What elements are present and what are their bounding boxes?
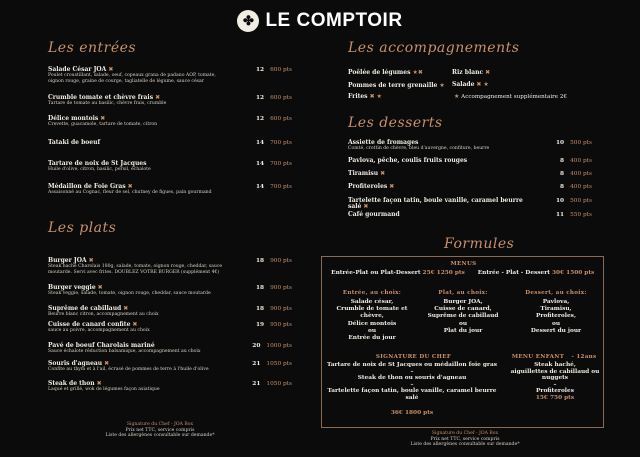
chef-signature-icon: ✖ <box>108 66 114 73</box>
section-title-entrees: Les entrées <box>48 40 137 56</box>
menu-item <box>348 198 528 211</box>
menu-item <box>48 116 223 128</box>
entree-choice-heading: Entrée, au choix: <box>342 290 402 296</box>
item-desc: Huile d'olive, citron, basilic, persil, échalote <box>48 167 151 173</box>
chef-signature-icon: ✖ <box>100 115 106 122</box>
item-price: 10 500 pts <box>555 198 592 204</box>
item-price: 12 600 pts <box>255 67 292 73</box>
chef-signature-icon: ✖ <box>155 94 161 101</box>
item-name: Pavlova, pêche, coulis fruits rouges <box>348 157 468 164</box>
chef-signature-icon: ✖ <box>389 183 395 190</box>
menu-item <box>48 161 223 173</box>
menu-item <box>48 343 233 355</box>
item-price: 8 400 pts <box>560 184 592 190</box>
brand-name: LE COMPTOIR <box>265 10 403 31</box>
item-price: 19 950 pts <box>255 322 292 328</box>
item-price: 18 900 pts <box>255 258 292 264</box>
item-name: Cuisse de canard confite <box>48 321 131 328</box>
item-name: Suprême de cabillaud <box>48 305 122 312</box>
plat-choice-list: Burger JOA, Cuisse de canard, Suprême de cabillaud ou Plat du jour <box>427 299 499 334</box>
menu-item <box>348 184 528 190</box>
item-price: 12 600 pts <box>255 116 292 122</box>
item-name: Crumble tomate et chèvre frais <box>48 94 154 101</box>
item-price: 11 550 pts <box>555 212 592 218</box>
menu-item <box>48 306 233 318</box>
item-price: 18 900 pts <box>255 285 292 291</box>
item-desc: Comté, crottin de chèvre, bleu d'auvergne, confiture, beurre <box>348 146 490 152</box>
menu-item <box>48 258 233 275</box>
item-price: 21 1050 pts <box>252 381 292 387</box>
item-name: Tartare de noix de St Jacques <box>48 160 147 167</box>
menu-enfant-age: - 12ans <box>571 354 597 360</box>
side-item: Pommes de terre grenaille ★ <box>348 82 445 89</box>
signature-chef-list: Tartare de noix de St Jacques ou médaillon foie gras – Steak de thon ou souris d'agneau – Tartelette façon tatin, boule vanille, caramel beurre salé 36€ 1800 pts <box>326 362 498 416</box>
menu-entree-plat: Entrée-Plat ou Plat-Dessert 25€ 1250 pts <box>331 270 465 276</box>
signature-chef-heading: SIGNATURE DU CHEF <box>375 354 452 360</box>
item-name: Médaillon de Foie Gras <box>48 183 126 190</box>
item-desc: Beurre blanc citron, accompagnement au choix <box>48 312 159 318</box>
item-desc: Crevette, guacamole, tartare de tomate, citron <box>48 122 158 128</box>
item-name: Steak de thon <box>48 380 95 387</box>
item-desc: Laqué et grillé, wok de légumes façon asiatique <box>48 387 160 393</box>
chef-signature-icon: ✖ <box>363 203 369 211</box>
chef-signature-icon: ✖ <box>380 170 386 177</box>
item-price: 14 700 pts <box>255 161 292 167</box>
chef-signature-icon: ★✖ <box>412 69 423 76</box>
item-name: Burger veggie <box>48 284 96 291</box>
chef-signature-icon: ✖ ★ <box>476 81 489 88</box>
footer-allergens-note: Liste des allergènes consultable sur demande* <box>105 433 215 439</box>
menus-heading: MENUS <box>450 261 477 267</box>
item-price: 14 700 pts <box>255 140 292 146</box>
brand-header <box>0 8 640 34</box>
item-desc: Steak veggie, salade, tomate, oignon rouge, cheddar, sauce moutarde <box>48 291 211 297</box>
chef-signature-icon: ✖ <box>97 284 103 291</box>
item-desc: Tartare de tomate au basilic, chèvre frais, crumble <box>48 101 167 107</box>
star-icon: ★ <box>439 82 445 89</box>
item-price: 8 400 pts <box>560 171 592 177</box>
section-title-formules: Formules <box>444 236 515 252</box>
section-title-accompagnements: Les accompagnements <box>348 40 520 56</box>
item-name: Souris d'agneau <box>48 360 103 367</box>
item-price: 12 600 pts <box>255 95 292 101</box>
menu-item <box>48 184 223 196</box>
dessert-choice-list: Pavlova, Tiramisu, Profiteroles, ou Dessert du jour <box>530 299 582 334</box>
chef-signature-icon: ✖ <box>132 321 138 328</box>
plat-choice-heading: Plat, au choix: <box>438 290 488 296</box>
chef-signature-icon: ✖ <box>104 360 110 367</box>
menu-item <box>48 322 233 334</box>
section-title-desserts: Les desserts <box>348 115 443 131</box>
item-price: 18 900 pts <box>255 306 292 312</box>
item-name: Tartelette façon tatin, boule vanille, caramel beurre salé <box>348 197 523 211</box>
item-name: Pavé de boeuf Charolais mariné <box>48 342 155 349</box>
menu-item <box>48 67 223 84</box>
footer-signature-label: Signature du Chef - JOA Box <box>431 431 499 436</box>
menu-item <box>348 171 528 177</box>
item-name: Tiramisu <box>348 170 379 177</box>
footer-prices-note: Prix net TTC, service compris <box>430 436 500 442</box>
footer-left <box>95 422 225 439</box>
chef-signature-icon: ✖ ★ <box>369 93 382 100</box>
dessert-choice-heading: Dessert, au choix: <box>525 290 587 296</box>
menu-item <box>48 95 223 107</box>
side-note: ★ Accompagnement supplémentaire 2€ <box>454 93 568 100</box>
footer-right <box>400 431 530 448</box>
menu-item <box>48 140 223 146</box>
menu-enfant-heading: MENU ENFANT <box>511 354 565 360</box>
item-desc: Confite au thym et à l'ail, écrasé de pommes de terre à l'huile d'olive <box>48 367 209 373</box>
menu-item <box>348 140 528 152</box>
section-title-plats: Les plats <box>48 220 117 236</box>
item-price: 14 700 pts <box>255 184 292 190</box>
menu-item <box>48 285 233 297</box>
menu-entree-plat-dessert: Entrée - Plat - Dessert 30€ 1500 pts <box>477 270 595 276</box>
item-desc: Assaisonné au Cognac, fleur de sel, chutney de figues, pain gourmand <box>48 190 212 196</box>
item-desc: Steak haché Charolais 180g, salade, tomate, oignon rouge, cheddar, sauce moutarde. Servi avec frites. DOUBLEZ VOTRE BURGER (supplément 4€) <box>48 264 223 275</box>
chef-signature-icon: ✖ <box>127 183 133 190</box>
side-item: Poêlée de légumes ★✖ <box>348 69 423 76</box>
entree-choice-list: Salade césar, Crumble de tomate et chèvre, Délice montois ou Entrée du jour <box>336 299 408 342</box>
star-icon: ★ <box>454 93 460 100</box>
side-item: Frites ✖ ★ <box>348 93 382 100</box>
footer-allergens-note: Liste des allergènes consultable sur demande* <box>410 442 520 448</box>
item-price: 10 500 pts <box>555 140 592 146</box>
menu-item <box>348 212 528 218</box>
item-name: Burger JOA <box>48 257 87 264</box>
chef-signature-icon: ✖ <box>88 257 94 264</box>
item-price: 8 400 pts <box>560 158 592 164</box>
item-name: Délice montois <box>48 115 99 122</box>
item-name: Assiette de fromages <box>348 139 419 146</box>
item-name: Tataki de boeuf <box>48 139 101 146</box>
item-desc: sauce au poivre, accompagnement au choix <box>48 328 150 334</box>
menu-enfant-list: Steak haché, aiguillettes de cabillaud ou nuggets – Profiteroles 15€ 750 pts <box>510 362 600 401</box>
menu-item <box>48 361 233 373</box>
menu-item <box>348 158 528 164</box>
item-name: Café gourmand <box>348 211 400 218</box>
menu-item <box>48 381 233 393</box>
item-name: Profiteroles <box>348 183 388 190</box>
side-item: Salade ✖ ★ <box>452 81 489 88</box>
item-name: Salade César JOA <box>48 66 107 73</box>
item-desc: Poulet croustillant, salade, oeuf, copeaux grana de padano AOP, tomate, oignon rouge, graine de courge, tagliatelle de légume, sauce césar <box>48 73 216 84</box>
item-price: 21 1050 pts <box>252 361 292 367</box>
brand-logo-icon: ✤ <box>237 10 259 32</box>
footer-prices-note: Prix net TTC, service compris <box>125 427 195 433</box>
chef-signature-icon: ✖ <box>123 305 129 312</box>
formules-box <box>321 256 604 428</box>
item-price: 20 1000 pts <box>252 343 292 349</box>
chef-signature-icon: ✖ <box>485 69 491 76</box>
item-desc: Sauce échalote réduction balsamique, accompagnement au choix <box>48 349 201 355</box>
footer-signature-label: Signature du Chef - JOA Box <box>126 422 194 427</box>
side-item: Riz blanc ✖ <box>452 69 491 76</box>
chef-signature-icon: ✖ <box>96 380 102 387</box>
